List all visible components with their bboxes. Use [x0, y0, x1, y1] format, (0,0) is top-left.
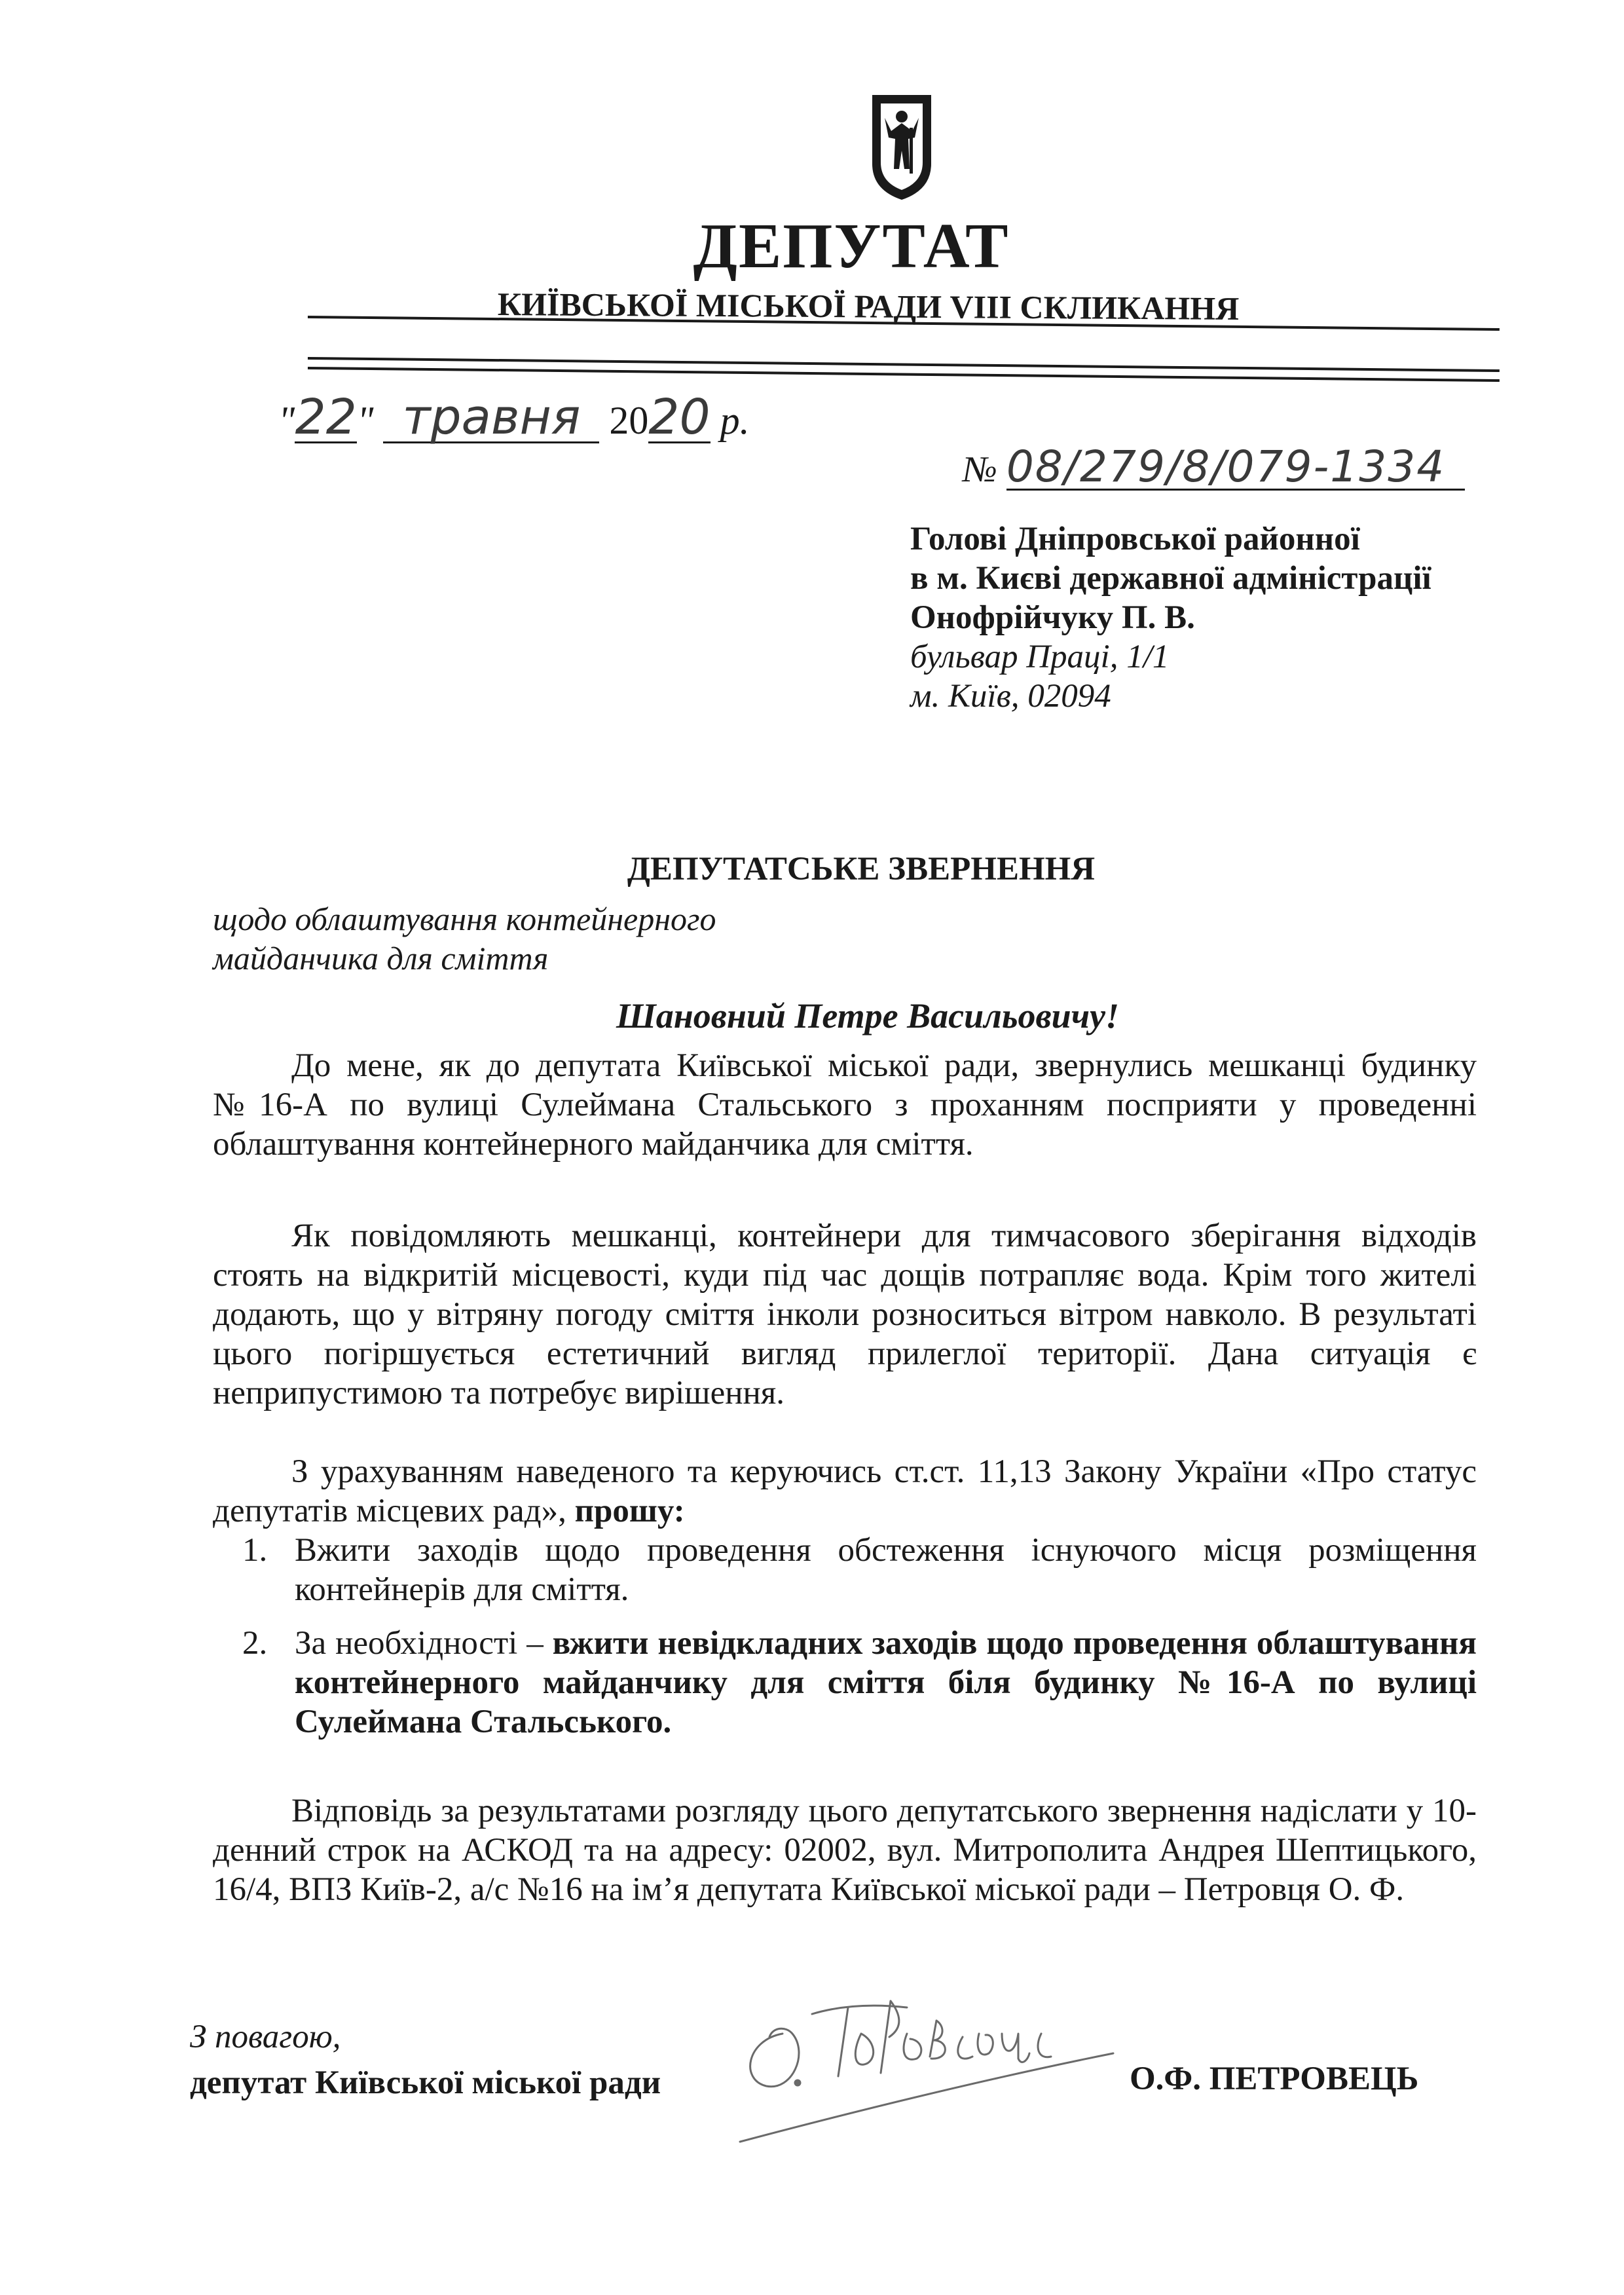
- signer-position: депутат Київської міської ради: [190, 2064, 661, 2101]
- registration-number: [963, 441, 1465, 492]
- request-list: [213, 1531, 1477, 1756]
- list-item-number: 1.: [242, 1532, 268, 1569]
- date-month: травня: [383, 393, 599, 443]
- paragraph-2: [213, 1216, 1477, 1413]
- date-day: 22: [295, 389, 357, 445]
- document-date: [278, 389, 750, 445]
- date-close-quote: ": [357, 399, 374, 442]
- paragraph-3: [213, 1452, 1477, 1531]
- date-year-prefix: 20: [609, 399, 649, 442]
- date-year-unit: р.: [720, 399, 750, 442]
- reg-number-label: №: [963, 449, 997, 490]
- addressee-line-2: в м. Києві державної адміністрації: [910, 560, 1431, 597]
- signature-block: [190, 2014, 661, 2106]
- list-item-bold-text: вжити невідкладних заходів щодо проведення облаштування контейнерного майданчику для сміття біля будинку №16-А по вулиці Сулеймана Стальського.: [295, 1625, 1477, 1740]
- paragraph-1-text: До мене, як до депутата Київської міської ради, звернулись мешканці будинку №16-А по вулиці Сулеймана Стальського з проханням посприяти у проведенні облаштування контейнерного майданчика для сміття.: [213, 1047, 1477, 1163]
- reg-number-value: 08/279/8/079-1334: [1006, 445, 1465, 491]
- addressee-block: [910, 519, 1431, 716]
- paragraph-3-text: З урахуванням наведеного та керуючись ст.ст. 11,13 Закону України «Про статус депутатів місцевих рад»,: [213, 1453, 1477, 1529]
- document-subject: [213, 899, 716, 978]
- list-item: [213, 1531, 1477, 1609]
- paragraph-5: [213, 1791, 1477, 1909]
- paragraph-3-request: прошу:: [574, 1493, 685, 1529]
- letterhead-subtitle: КИЇВСЬКОЇ МІСЬКОЇ РАДИ VIII СКЛИКАННЯ: [497, 285, 1240, 327]
- addressee-city: м. Київ, 02094: [910, 678, 1111, 715]
- list-item-number: 2.: [242, 1625, 268, 1662]
- list-item: [213, 1624, 1477, 1742]
- date-open-quote: ": [278, 399, 295, 442]
- addressee-street: бульвар Праці, 1/1: [910, 639, 1170, 675]
- kyiv-coat-of-arms-icon: [869, 92, 934, 203]
- paragraph-1: [213, 1046, 1477, 1164]
- subject-line-2: майданчика для сміття: [213, 940, 549, 977]
- paragraph-5-text: Відповідь за результатами розгляду цього депутатського звернення надіслати у 10-денний строк на АСКОД та на адресу: 02002, вул. Митрополита Андрея Шептицького, 16/4, ВПЗ Київ-2, а/с №16 на ім’я депутата Київської міської ради – Петровця О. Ф.: [213, 1793, 1477, 1908]
- document-title: ДЕПУТАТСЬКЕ ЗВЕРНЕННЯ: [627, 851, 1096, 887]
- date-year-suffix: 20: [648, 389, 710, 445]
- paragraph-2-text: Як повідомляють мешканці, контейнери для тимчасового зберігання відходів стоять на відкритій місцевості, куди під час дощів потрапляє вода. Крім того жителі додають, що у вітряну погоду сміття інколи розноситься вітром навколо. В результаті цього погіршується естетичний вигляд прилеглої території. Дана ситуація є неприпустимою та потребує вирішення.: [213, 1218, 1477, 1411]
- handwritten-signature: [720, 1942, 1126, 2171]
- subject-line-1: щодо облаштування контейнерного: [213, 901, 716, 937]
- letterhead-title: ДЕПУТАТ: [693, 211, 1010, 282]
- signer-name: О.Ф. ПЕТРОВЕЦЬ: [1130, 2061, 1419, 2097]
- list-item-text: За необхідності –: [295, 1625, 544, 1662]
- list-item-text: Вжити заходів щодо проведення обстеження існуючого місця розміщення контейнерів для сміття.: [295, 1532, 1477, 1608]
- addressee-line-3: Онофрійчуку П. В.: [910, 599, 1195, 636]
- greeting: Шановний Петре Васильовичу!: [616, 996, 1120, 1036]
- closing-phrase: З повагою,: [190, 2019, 341, 2055]
- addressee-line-1: Голові Дніпровської районної: [910, 521, 1360, 557]
